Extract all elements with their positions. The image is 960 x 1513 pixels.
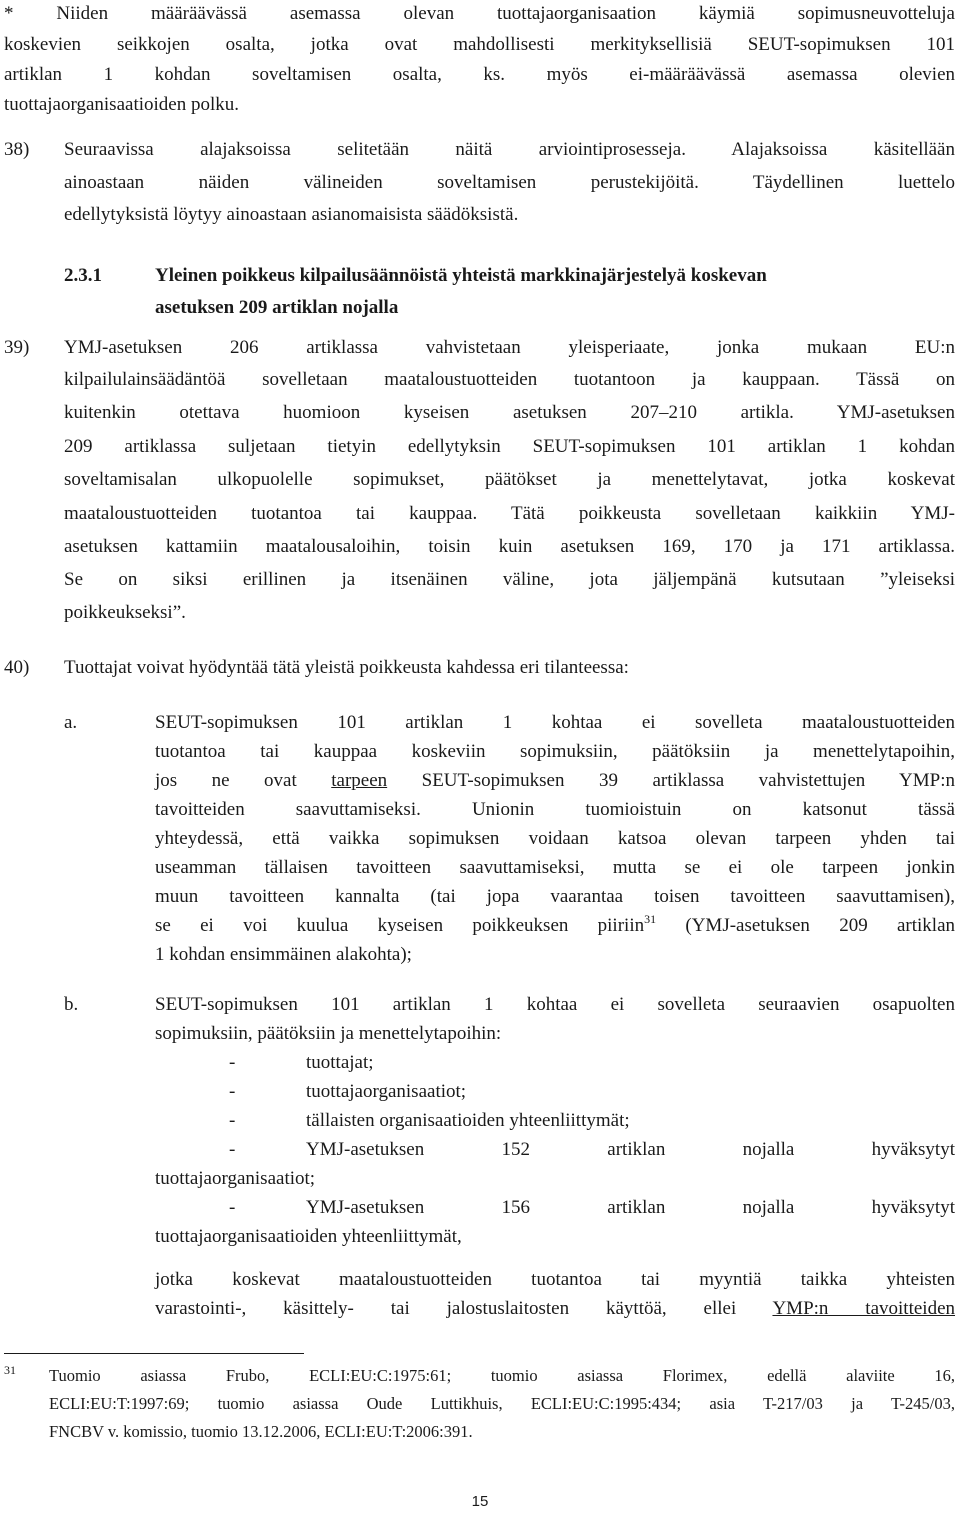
dash-item-5-line-1: YMJ-asetuksen 156 artiklan nojalla hyväksytyt bbox=[306, 1197, 955, 1218]
footnote-separator bbox=[4, 1353, 304, 1354]
footnote-number: 31 bbox=[4, 1363, 16, 1377]
page-number: 15 bbox=[471, 1493, 489, 1510]
paragraph-39-number: 39) bbox=[4, 337, 30, 358]
dash-item-3: tällaisten organisaatioiden yhteenliittymät; bbox=[306, 1110, 630, 1131]
term-ymp-tavoitteiden: YMP:n tavoitteiden bbox=[772, 1298, 956, 1319]
item-a-line-9: 1 kohdan ensimmäinen alakohta); bbox=[155, 944, 412, 965]
paragraph-39-line-9: poikkeukseksi”. bbox=[64, 602, 186, 623]
item-b-line-2: sopimuksiin, päätöksiin ja menettelytapoihin: bbox=[155, 1023, 502, 1044]
item-a-line-4: tavoitteiden saavuttamiseksi. Unionin tuomioistuin on katsonut tässä bbox=[155, 799, 955, 820]
paragraph-40-text: Tuottajat voivat hyödyntää tätä yleistä poikkeusta kahdessa eri tilanteessa: bbox=[64, 657, 629, 678]
footnote-line-2: ECLI:EU:T:1997:69; tuomio asiassa Oude Luttikhuis, ECLI:EU:C:1995:434; asia T-217/03 ja T-245/03, bbox=[49, 1394, 955, 1413]
item-a-marker: a. bbox=[64, 712, 78, 733]
section-title-line-2: asetuksen 209 artiklan nojalla bbox=[155, 297, 399, 318]
item-b-closing-line-2-start: varastointi-, käsittely- tai jalostuslaitosten käyttöä, ellei bbox=[155, 1298, 773, 1319]
paragraph-39-line-1: YMJ-asetuksen 206 artiklassa vahvistetaan yleisperiaate, jonka mukaan EU:n bbox=[64, 337, 955, 358]
dash-item-4-line-2: tuottajaorganisaatiot; bbox=[155, 1168, 316, 1189]
dash-item-5-line-2: tuottajaorganisaatioiden yhteenliittymät, bbox=[155, 1226, 462, 1247]
dash-marker-1: - bbox=[229, 1052, 236, 1073]
dash-item-2: tuottajaorganisaatiot; bbox=[306, 1081, 467, 1102]
item-b-marker: b. bbox=[64, 994, 79, 1015]
footnote-ref-31[interactable]: 31 bbox=[644, 912, 657, 926]
dash-marker-3: - bbox=[229, 1110, 236, 1131]
intro-line-1: * Niiden määräävässä asemassa olevan tuottajaorganisaation käymiä sopimusneuvotteluja bbox=[4, 3, 955, 24]
paragraph-39-line-5: soveltamisalan ulkopuolelle sopimukset, päätökset ja menettelytavat, jotka koskevat bbox=[64, 469, 955, 490]
paragraph-39-line-2: kilpailulainsäädäntöä sovelletaan maataloustuotteiden tuotantoon ja kauppaan. Tässä on bbox=[64, 369, 955, 390]
paragraph-38-line-1: Seuraavissa alajaksoissa selitetään näitä arviointiprosesseja. Alajaksoissa käsitellään bbox=[64, 139, 955, 160]
item-b-closing-line-1: jotka koskevat maataloustuotteiden tuotantoa tai myyntiä taikka yhteisten bbox=[155, 1269, 955, 1290]
item-a-line-3-end: SEUT-sopimuksen 39 artiklassa vahvistettujen YMP:n bbox=[387, 770, 955, 791]
paragraph-39-line-7: asetuksen kattamiin maatalousaloihin, toisin kuin asetuksen 169, 170 ja 171 artiklassa. bbox=[64, 536, 955, 557]
dash-marker-5: - bbox=[229, 1197, 236, 1218]
item-a-line-3-start: jos ne ovat bbox=[155, 770, 332, 791]
item-a-line-8 bbox=[155, 912, 955, 936]
item-a-line-8-end: (YMJ-asetuksen 209 artiklan bbox=[656, 915, 955, 936]
footnote-line-3: FNCBV v. komissio, tuomio 13.12.2006, ECLI:EU:T:2006:391. bbox=[49, 1422, 473, 1441]
paragraph-39-line-6: maataloustuotteiden tuotantoa tai kauppaa. Tätä poikkeusta sovelletaan kaikkiin YMJ- bbox=[64, 503, 955, 524]
item-a-line-3 bbox=[155, 771, 955, 790]
paragraph-40-number: 40) bbox=[4, 657, 30, 678]
item-b-line-1: SEUT-sopimuksen 101 artiklan 1 kohtaa ei sovelleta seuraavien osapuolten bbox=[155, 994, 955, 1015]
paragraph-39-line-4: 209 artiklassa suljetaan tietyin edellytyksin SEUT-sopimuksen 101 artiklan 1 kohdan bbox=[64, 436, 955, 457]
section-number: 2.3.1 bbox=[64, 265, 102, 286]
item-a-line-1: SEUT-sopimuksen 101 artiklan 1 kohtaa ei sovelleta maataloustuotteiden bbox=[155, 712, 955, 733]
intro-line-2: koskevien seikkojen osalta, jotka ovat mahdollisesti merkityksellisiä SEUT-sopimuksen 101 bbox=[4, 34, 955, 55]
intro-line-4: tuottajaorganisaatioiden polku. bbox=[4, 94, 239, 115]
item-a-line-2: tuotantoa tai kauppaa koskeviin sopimuksiin, päätöksiin ja menettelytapoihin, bbox=[155, 741, 955, 762]
footnote-line-1: Tuomio asiassa Frubo, ECLI:EU:C:1975:61; tuomio asiassa Florimex, edellä alaviite 16, bbox=[49, 1366, 955, 1385]
paragraph-38-line-2: ainoastaan näiden välineiden soveltamisen perustekijöitä. Täydellinen luettelo bbox=[64, 172, 955, 193]
dash-item-1: tuottajat; bbox=[306, 1052, 374, 1073]
item-a-line-8-start: se ei voi kuulua kyseisen poikkeuksen piiriin bbox=[155, 915, 645, 936]
item-a-line-6: useamman tällaisen tavoitteen saavuttamiseksi, mutta se ei ole tarpeen jonkin bbox=[155, 857, 955, 878]
intro-line-3: artiklan 1 kohdan soveltamisen osalta, ks. myös ei-määräävässä asemassa olevien bbox=[4, 64, 955, 85]
dash-marker-4: - bbox=[229, 1139, 236, 1160]
term-tarpeen: tarpeen bbox=[331, 770, 388, 791]
dash-marker-2: - bbox=[229, 1081, 236, 1102]
item-a-line-5: yhteydessä, että vaikka sopimuksen voidaan katsoa olevan tarpeen yhden tai bbox=[155, 828, 955, 849]
dash-item-4-line-1: YMJ-asetuksen 152 artiklan nojalla hyväksytyt bbox=[306, 1139, 955, 1160]
paragraph-38-line-3: edellytyksistä löytyy ainoastaan asianomaisista säädöksistä. bbox=[64, 204, 519, 225]
item-a-line-7: muun tavoitteen kannalta (tai jopa vaarantaa toisen tavoitteen saavuttamisen), bbox=[155, 886, 955, 907]
paragraph-39-line-3: kuitenkin otettava huomioon kyseisen asetuksen 207–210 artikla. YMJ-asetuksen bbox=[64, 402, 955, 423]
section-title-line-1: Yleinen poikkeus kilpailusäännöistä yhteistä markkinajärjestelyä koskevan bbox=[155, 265, 767, 286]
paragraph-39-line-8: Se on siksi erillinen ja itsenäinen väline, jota jäljempänä kutsutaan ”yleiseksi bbox=[64, 569, 955, 590]
paragraph-38-number: 38) bbox=[4, 139, 30, 160]
item-b-closing-line-2 bbox=[155, 1299, 955, 1318]
